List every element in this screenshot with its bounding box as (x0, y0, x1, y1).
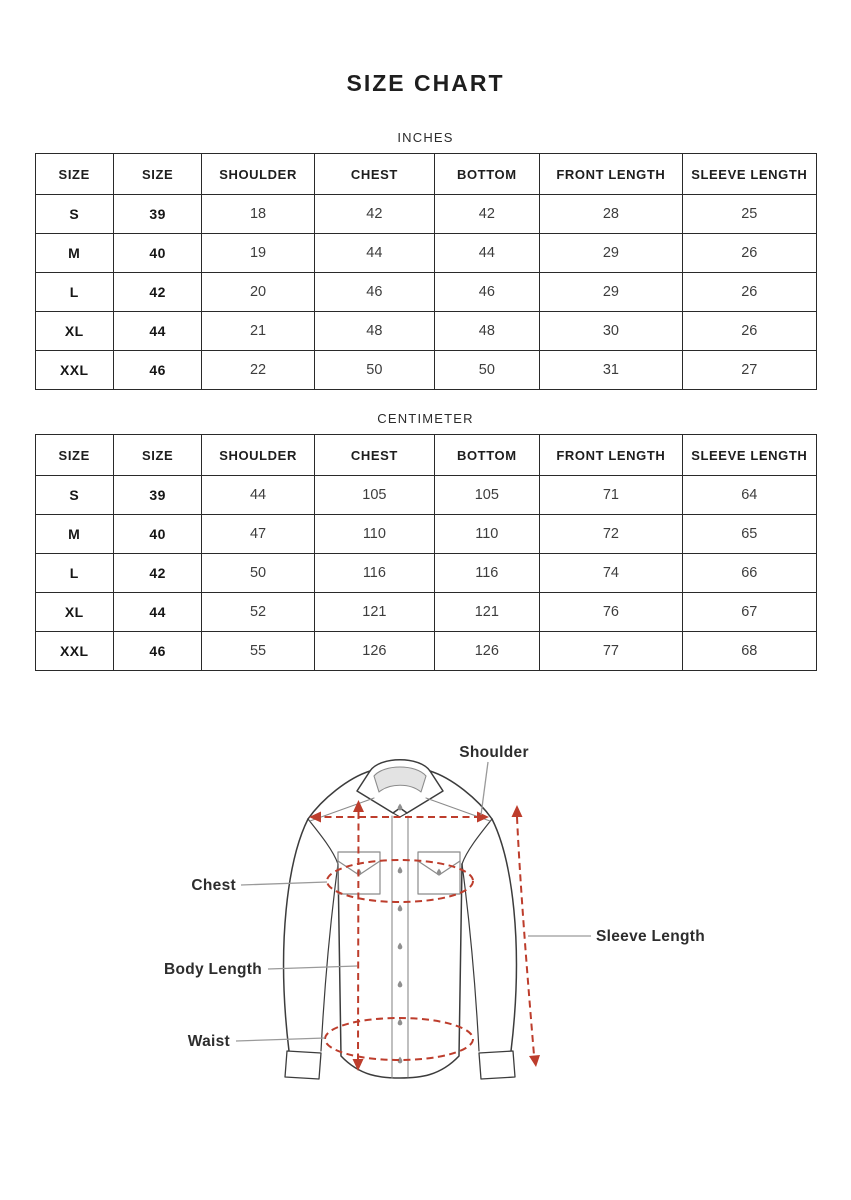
table-cell: 126 (434, 632, 539, 671)
table-row (35, 593, 816, 632)
table-cell: M (35, 234, 113, 273)
sleeve-length-arrow-up (512, 805, 523, 817)
table-cell: 50 (434, 351, 539, 390)
table-cell: S (35, 195, 113, 234)
table-cell: 29 (539, 234, 682, 273)
shirt-right-cuff (479, 1051, 515, 1079)
table-cell: 18 (202, 195, 314, 234)
table-row (35, 351, 816, 390)
shirt-buttons (357, 804, 442, 1064)
table-cell: 48 (314, 312, 434, 351)
centimeter-table-label: CENTIMETER (377, 411, 474, 426)
shirt-left-sleeve-outer (284, 819, 308, 1051)
table-cell: 110 (434, 515, 539, 554)
table-cell: 68 (683, 632, 816, 671)
chest-label: Chest (191, 877, 236, 894)
table-cell: 44 (113, 593, 201, 632)
column-header: SIZE (35, 154, 113, 195)
table-cell: 116 (434, 554, 539, 593)
table-cell: 25 (683, 195, 816, 234)
shirt-left-armhole (308, 819, 338, 864)
table-cell: 29 (539, 273, 682, 312)
shirt-button (398, 981, 403, 988)
chest-leader-line (241, 882, 327, 885)
table-cell: L (35, 273, 113, 312)
table-cell: 30 (539, 312, 682, 351)
table-cell: 42 (434, 195, 539, 234)
table-cell: 71 (539, 476, 682, 515)
table-cell: 44 (202, 476, 314, 515)
collar-inner-band (374, 767, 426, 792)
waist-label: Waist (187, 1033, 230, 1050)
leader-lines (236, 762, 591, 1041)
table-cell: 31 (539, 351, 682, 390)
shirt-right-sleeve-outer (492, 819, 516, 1051)
table-cell: XXL (35, 632, 113, 671)
table-row (35, 195, 816, 234)
table-cell: 48 (434, 312, 539, 351)
table-cell: 110 (314, 515, 434, 554)
table-cell: 44 (434, 234, 539, 273)
measurement-marks (313, 812, 534, 1060)
table-cell: 126 (314, 632, 434, 671)
column-header: BOTTOM (434, 154, 539, 195)
table-cell: 42 (113, 554, 201, 593)
measurement-arrowheads (309, 800, 540, 1071)
table-cell: 52 (202, 593, 314, 632)
column-header: CHEST (314, 435, 434, 476)
shirt-left-cuff (285, 1051, 321, 1079)
table-cell: 46 (434, 273, 539, 312)
table-cell: 66 (683, 554, 816, 593)
column-header: SHOULDER (202, 435, 314, 476)
table-row (35, 234, 816, 273)
table-cell: 65 (683, 515, 816, 554)
table-cell: 20 (202, 273, 314, 312)
table-cell: S (35, 476, 113, 515)
column-header: SIZE (113, 435, 201, 476)
table-row (35, 312, 816, 351)
body-length-label: Body Length (163, 961, 262, 978)
table-cell: XL (35, 312, 113, 351)
pocket-button (437, 869, 442, 876)
centimeter-size-table (35, 434, 817, 671)
shirt-right-sleeve-inner (462, 864, 479, 1051)
table-cell: 116 (314, 554, 434, 593)
table-cell: 44 (314, 234, 434, 273)
table-cell: 22 (202, 351, 314, 390)
table-cell: 76 (539, 593, 682, 632)
sleeve-length-arrow-down (529, 1055, 540, 1067)
table-cell: 105 (314, 476, 434, 515)
table-cell: 39 (113, 195, 201, 234)
table-cell: 105 (434, 476, 539, 515)
body-length-arrow-down (353, 1059, 364, 1071)
table-cell: 121 (314, 593, 434, 632)
table-cell: M (35, 515, 113, 554)
table-cell: 64 (683, 476, 816, 515)
table-cell: L (35, 554, 113, 593)
body-length-measure-line (358, 812, 359, 1060)
table-row (35, 554, 816, 593)
table-cell: 55 (202, 632, 314, 671)
table-cell: 28 (539, 195, 682, 234)
table-cell: 40 (113, 515, 201, 554)
table-cell: XL (35, 593, 113, 632)
table-cell: 72 (539, 515, 682, 554)
shirt-right-armhole (462, 819, 492, 864)
table-cell: 27 (683, 351, 816, 390)
column-header: SIZE (113, 154, 201, 195)
waist-leader-line (236, 1038, 325, 1041)
table-cell: 21 (202, 312, 314, 351)
page-title: SIZE CHART (346, 70, 505, 96)
centimeter-section (0, 411, 851, 671)
table-row (35, 476, 816, 515)
table-cell: 26 (683, 312, 816, 351)
column-header: FRONT LENGTH (539, 435, 682, 476)
table-cell: 19 (202, 234, 314, 273)
column-header: SLEEVE LENGTH (683, 435, 816, 476)
table-header-row (35, 154, 816, 195)
table-cell: 50 (202, 554, 314, 593)
shirt-left-sleeve-inner (321, 864, 338, 1051)
table-cell: 121 (434, 593, 539, 632)
shirt-button (398, 804, 403, 811)
table-cell: 42 (113, 273, 201, 312)
table-cell: XXL (35, 351, 113, 390)
table-cell: 42 (314, 195, 434, 234)
table-cell: 39 (113, 476, 201, 515)
column-header: CHEST (314, 154, 434, 195)
chest-measure-ellipse (327, 860, 473, 902)
table-cell: 74 (539, 554, 682, 593)
table-cell: 26 (683, 234, 816, 273)
table-row (35, 273, 816, 312)
table-cell: 50 (314, 351, 434, 390)
column-header: BOTTOM (434, 435, 539, 476)
table-cell: 47 (202, 515, 314, 554)
shoulder-label: Shoulder (459, 744, 529, 761)
table-row (35, 515, 816, 554)
column-header: SLEEVE LENGTH (683, 154, 816, 195)
shoulder-leader-line (481, 762, 488, 815)
shirt-button (398, 867, 403, 874)
shirt-right-shoulder (430, 771, 492, 819)
table-cell: 46 (113, 351, 201, 390)
body-length-leader-line (268, 966, 357, 969)
inches-section (0, 130, 851, 390)
table-cell: 40 (113, 234, 201, 273)
table-cell: 77 (539, 632, 682, 671)
shirt-button (398, 943, 403, 950)
table-cell: 67 (683, 593, 816, 632)
table-header-row (35, 435, 816, 476)
sleeve-length-label: Sleeve Length (596, 928, 705, 945)
shirt-button (398, 905, 403, 912)
table-cell: 26 (683, 273, 816, 312)
inches-table-label: INCHES (397, 130, 454, 145)
table-row (35, 632, 816, 671)
inches-size-table (35, 153, 817, 390)
shirt-button (398, 1019, 403, 1026)
column-header: SHOULDER (202, 154, 314, 195)
shirt-measurement-diagram (0, 704, 851, 1200)
table-cell: 46 (113, 632, 201, 671)
shirt-body (338, 864, 462, 1078)
column-header: FRONT LENGTH (539, 154, 682, 195)
table-cell: 46 (314, 273, 434, 312)
table-cell: 44 (113, 312, 201, 351)
column-header: SIZE (35, 435, 113, 476)
